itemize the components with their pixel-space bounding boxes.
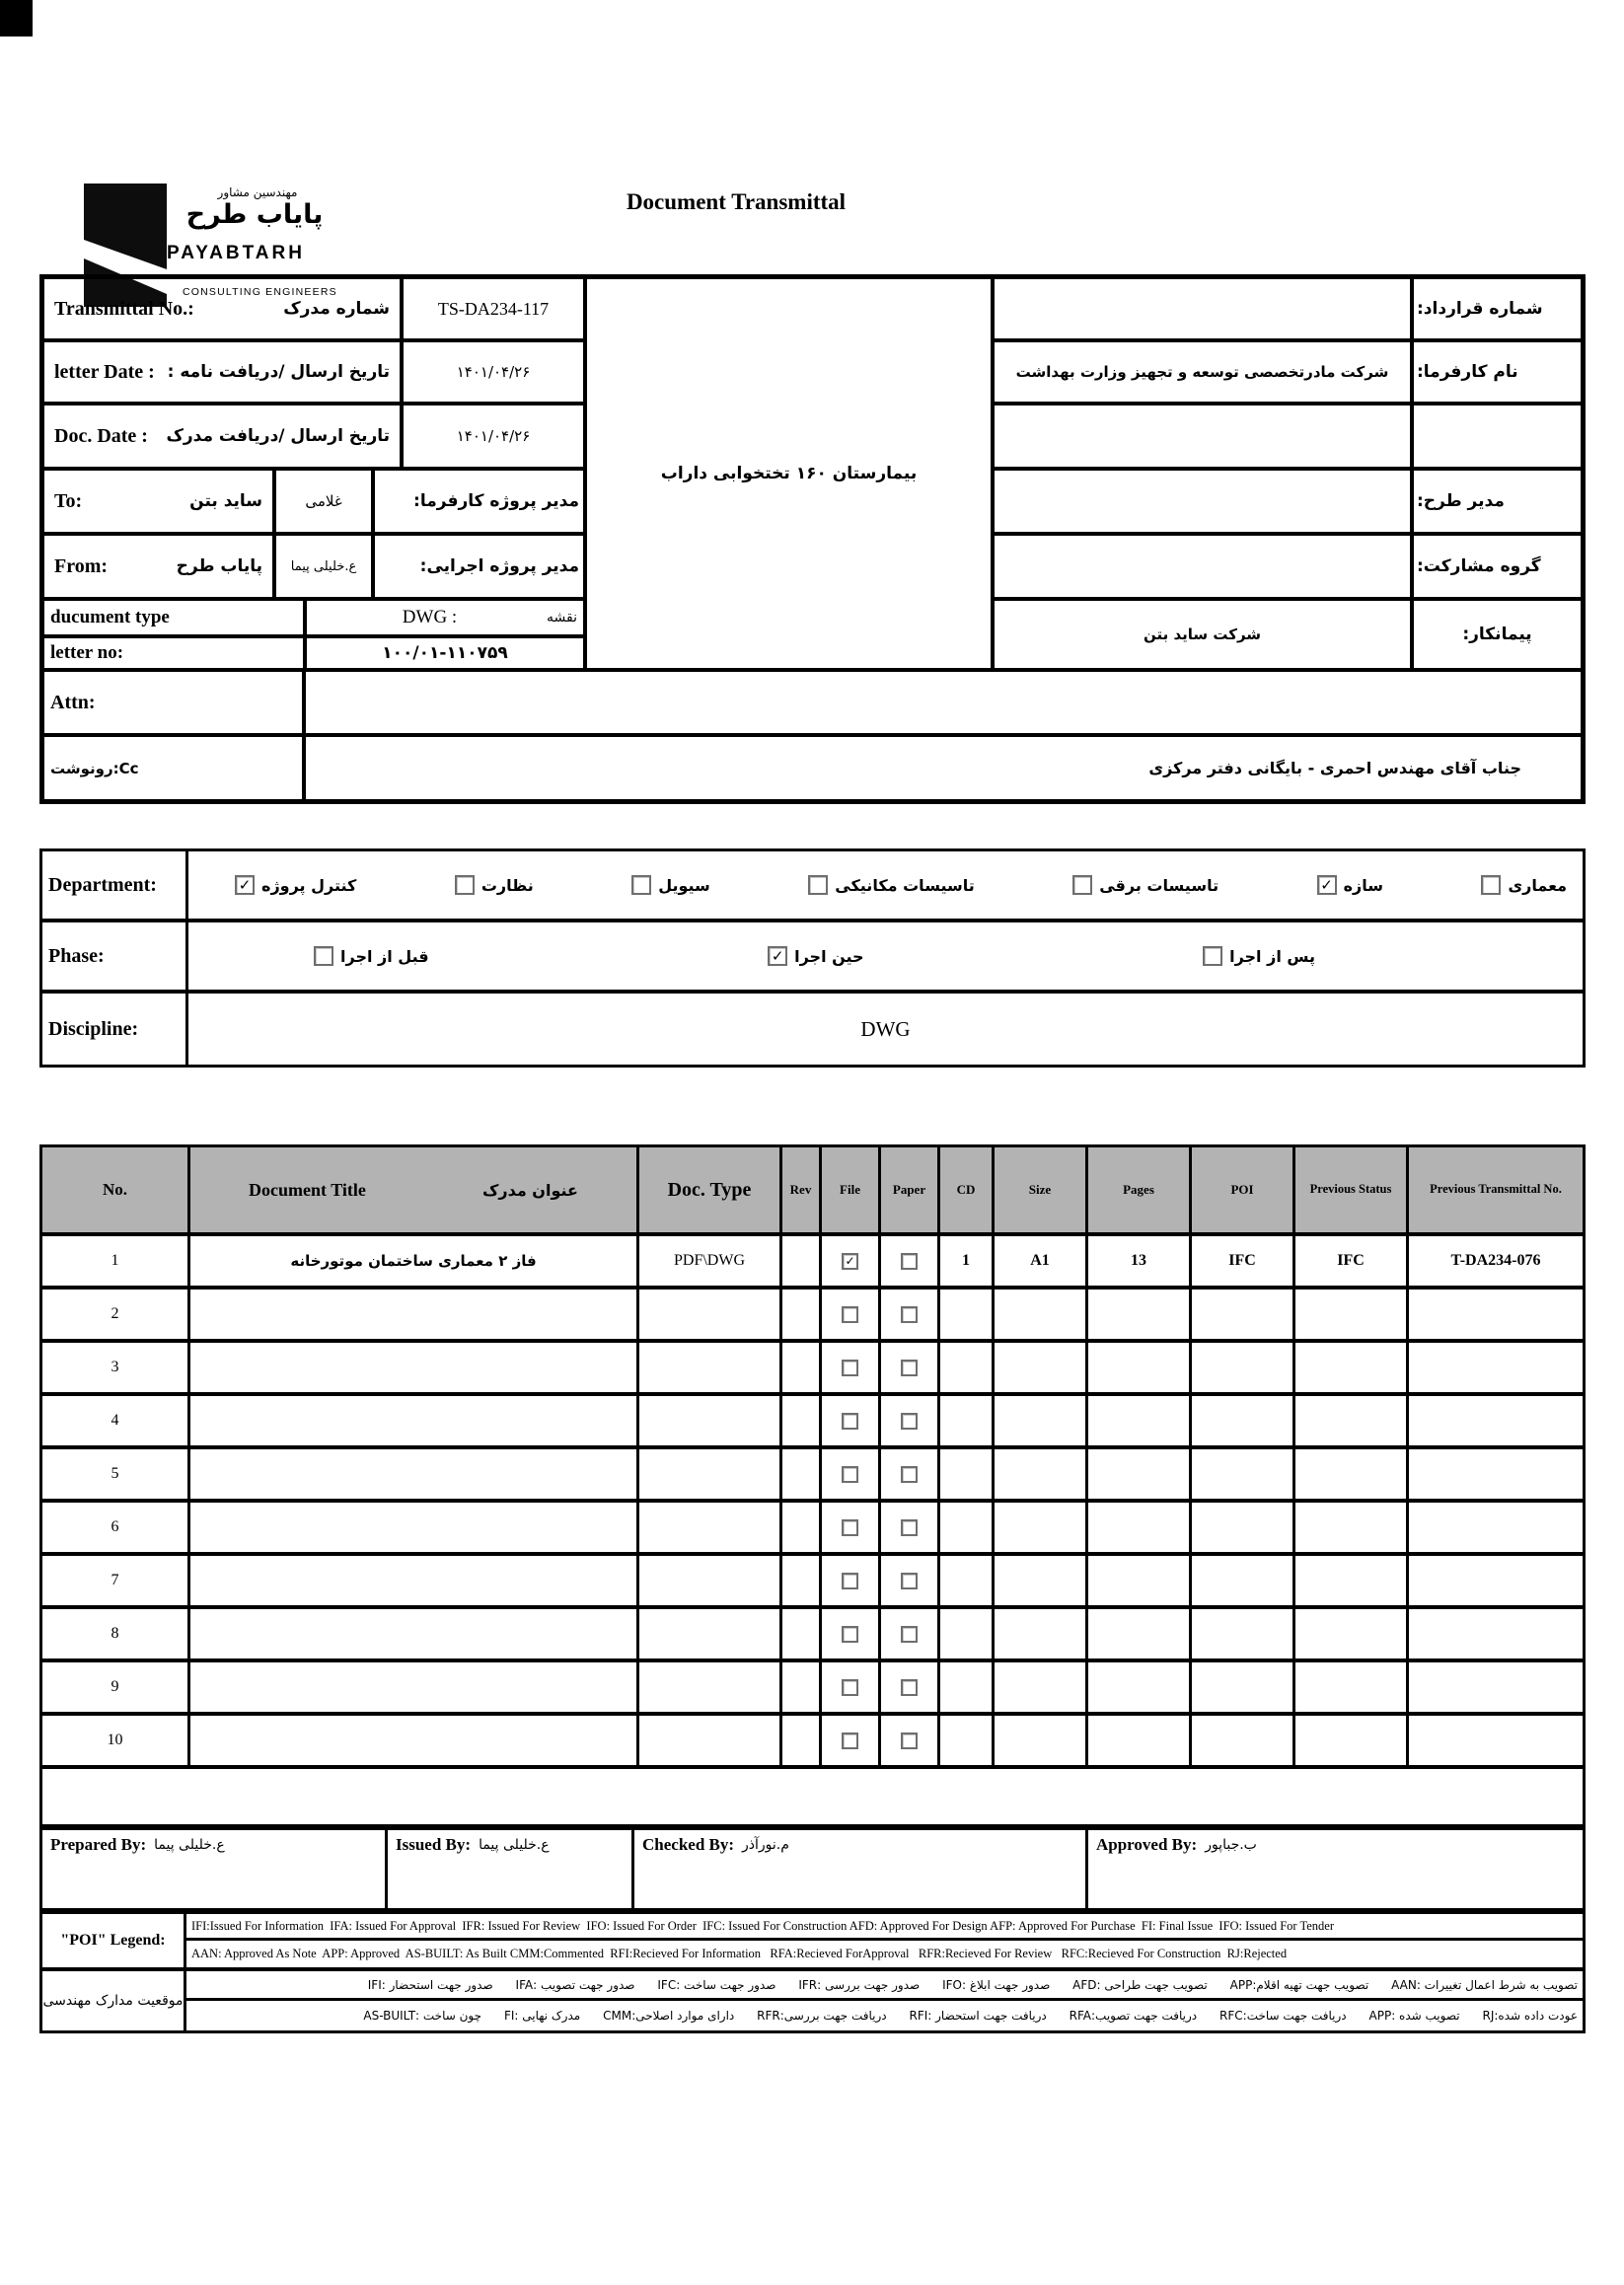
col-paper: Paper [881, 1147, 940, 1232]
col-cd: CD [940, 1147, 995, 1232]
transmittal-no-value: TS-DA234-117 [402, 277, 585, 340]
paper-checkbox [901, 1360, 918, 1376]
poi-legend-farsi [42, 1971, 1583, 2030]
table-row: 1 فاز ۲ معماری ساختمان موتورخانه PDF\DWG ✓ 1 A1 13 IFC IFC T-DA234-076 [42, 1236, 1583, 1290]
department-checkbox [235, 875, 255, 895]
col-poi: POI [1192, 1147, 1295, 1232]
project-name: بیمارستان ۱۶۰ تختخوابی داراب [585, 277, 993, 670]
phase-options [188, 922, 1583, 990]
phase-checkbox [314, 946, 333, 966]
letter-date-label: letter Date : تاریخ ارسال /دریافت نامه : [42, 340, 402, 404]
discipline-label: Discipline: [42, 994, 188, 1065]
department-option: معماری [1481, 875, 1567, 895]
department-options [188, 851, 1583, 919]
paper-checkbox [901, 1573, 918, 1589]
classification-table [39, 848, 1586, 1068]
letter-date-value: ۱۴۰۱/۰۴/۲۶ [402, 340, 585, 404]
department-checkbox [1072, 875, 1092, 895]
contract-no-label: شماره قرارداد: [1412, 277, 1583, 340]
attn-value [304, 670, 1583, 735]
col-prev-status: Previous Status [1295, 1147, 1409, 1232]
phase-option: پس از اجرا [1203, 946, 1315, 966]
department-option: سازه ✓ [1317, 875, 1383, 895]
col-size: Size [995, 1147, 1088, 1232]
prepared-by-cell: Prepared By: ع.خلیلی پیما [42, 1830, 388, 1908]
table-row: 8 [42, 1609, 1583, 1662]
design-manager-value [993, 469, 1412, 534]
discipline-value: DWG [860, 1016, 911, 1041]
department-option: نظارت [455, 875, 534, 895]
client-label: نام کارفرما: [1412, 340, 1583, 404]
letter-no-value: ۱۰۰/۰۱-۱۱۰۷۵۹ [305, 636, 585, 670]
attn-label: Attn: [42, 670, 304, 735]
to-person: غلامی [274, 469, 373, 534]
file-checkbox [842, 1519, 858, 1536]
file-checkbox [842, 1306, 858, 1323]
page-title: Document Transmittal [626, 189, 847, 214]
col-prev-transmittal: Previous Transmittal No. [1409, 1147, 1583, 1232]
file-checkbox [842, 1413, 858, 1430]
col-doc-type: Doc. Type [639, 1147, 782, 1232]
logo-brand-fa: پایاب طرح [185, 199, 324, 230]
col-title: Document Title عنوان مدرک [190, 1147, 639, 1232]
department-row [42, 851, 1583, 922]
col-file: File [822, 1147, 881, 1232]
farsi-legend-label: موقعیت مدارک مهندسی [42, 1971, 186, 2030]
logo-brand-en: PAYABTARH [167, 243, 305, 263]
transmittal-info-table [39, 274, 1586, 804]
info-row3-label [1412, 404, 1583, 469]
department-checkbox [455, 875, 475, 895]
legend-line-fa-2: عودت داده شده:RJ تصویب شده :APP دریافت جهت ساخت:RFC دریافت جهت تصویب:RFA دریافت جهت استحضار :RFI دریافت جهت بررسی:RFR دارای موارد اصلاحی:CMM مدرک نهایی :FI چون ساخت :AS-BUILT [363, 2009, 1578, 2023]
client-value: شرکت مادرتخصصی توسعه و تجهیز وزارت بهداشت [993, 340, 1412, 404]
file-checkbox [842, 1360, 858, 1376]
table-row: 9 [42, 1662, 1583, 1716]
design-manager-label: مدیر طرح: [1412, 469, 1583, 534]
table-row: 4 [42, 1396, 1583, 1449]
from-person: ع.خلیلی پیما [274, 534, 373, 599]
table-row: 10 [42, 1716, 1583, 1769]
department-option: تاسیسات برقی [1072, 875, 1218, 895]
legend-line-en-1: IFI:Issued For Information IFA: Issued For Approval IFR: Issued For Review IFO: Issued For Order IFC: Issued For Construction AFD: Approved For Design AFP: Approved For Purchase FI: Final Issue IFO: Issued For Tender [186, 1914, 1583, 1941]
phase-option: قبل از اجرا [314, 946, 429, 966]
contractor-value: شرکت ساید بتن [993, 599, 1412, 670]
table-row: 7 [42, 1556, 1583, 1609]
phase-option: حین اجرا ✓ [768, 946, 863, 966]
poi-legend-table [39, 1911, 1586, 2033]
department-checkbox [1481, 875, 1501, 895]
file-checkbox [842, 1573, 858, 1589]
department-option: کنترل پروژه ✓ [235, 875, 356, 895]
contractor-label: پیمانکار: [1412, 599, 1583, 670]
table-row: 5 [42, 1449, 1583, 1503]
partnership-group-label: گروه مشارکت: [1412, 534, 1583, 599]
paper-checkbox [901, 1732, 918, 1749]
file-checkbox [842, 1732, 858, 1749]
legend-line-en-2: AAN: Approved As Note APP: Approved AS-BUILT: As Built CMM:Commented RFI:Recieved For Information RFA:Recieved ForApproval RFR:Recieved For Review RFC:Recieved For Construction RJ:Rejected [191, 1947, 1288, 1960]
document-type-value: DWG : نقشه [305, 599, 585, 636]
department-checkbox [1317, 875, 1337, 895]
poi-legend-english [42, 1914, 1583, 1971]
paper-checkbox [901, 1306, 918, 1323]
phase-label: Phase: [42, 922, 188, 990]
checked-by-cell: Checked By: م.نورآذر [634, 1830, 1088, 1908]
paper-checkbox [901, 1626, 918, 1643]
documents-table-header [42, 1147, 1583, 1236]
col-pages: Pages [1088, 1147, 1192, 1232]
partnership-group-value [993, 534, 1412, 599]
from-role: مدیر پروژه اجرایی: [373, 534, 585, 599]
document-type-label: ducument type [42, 599, 305, 636]
logo-tagline-en: CONSULTING ENGINEERS [183, 286, 337, 298]
letter-no-label: letter no: [42, 636, 305, 670]
documents-table [39, 1144, 1586, 1827]
signature-row [39, 1827, 1586, 1911]
paper-checkbox [901, 1519, 918, 1536]
department-label: Department: [42, 851, 188, 919]
paper-checkbox [901, 1413, 918, 1430]
table-row: 2 [42, 1290, 1583, 1343]
col-rev: Rev [782, 1147, 822, 1232]
poi-legend-label: "POI" Legend: [42, 1914, 186, 1967]
file-checkbox [842, 1253, 858, 1270]
paper-checkbox [901, 1466, 918, 1483]
from-field: From: پایاب طرح [42, 534, 274, 599]
department-checkbox [808, 875, 828, 895]
legend-line-fa-1: تصویب به شرط اعمال تغییرات :AAN تصویب جهت تهیه اقلام:APP تصویب جهت طراحی :AFD صدور جهت ابلاغ :IFO صدور جهت بررسی :IFR صدور جهت ساخت :IFC صدور جهت تصویب :IFA صدور جهت استحضار :IFI [186, 1971, 1583, 2001]
phase-row [42, 922, 1583, 994]
issued-by-cell: Issued By: ع.خلیلی پیما [388, 1830, 634, 1908]
file-checkbox [842, 1626, 858, 1643]
paper-checkbox [901, 1679, 918, 1696]
info-row3-value [993, 404, 1412, 469]
transmittal-no-label: Transmittal No.: شماره مدرک [42, 277, 402, 340]
approved-by-cell: Approved By: ب.جباپور [1096, 1835, 1257, 1854]
department-option: تاسیسات مکانیکی [808, 875, 974, 895]
paper-checkbox [901, 1253, 918, 1270]
discipline-row [42, 994, 1583, 1065]
table-row: 3 [42, 1343, 1583, 1396]
to-role: مدیر پروژه کارفرما: [373, 469, 585, 534]
file-checkbox [842, 1679, 858, 1696]
table-row: 6 [42, 1503, 1583, 1556]
col-no: No. [42, 1147, 190, 1232]
doc-date-label: Doc. Date : تاریخ ارسال /دریافت مدرک [42, 404, 402, 469]
logo-tagline-fa: مهندسین مشاور [217, 185, 298, 199]
department-checkbox [631, 875, 651, 895]
table-empty-strip [42, 1769, 1583, 1824]
cc-label: رونوشت:Cc [42, 735, 304, 801]
to-field: To: ساید بتن [42, 469, 274, 534]
phase-checkbox [768, 946, 787, 966]
phase-checkbox [1203, 946, 1222, 966]
department-option: سیویل [631, 875, 710, 895]
cc-value: جناب آقای مهندس احمری - بایگانی دفتر مرکزی [304, 735, 1583, 801]
contract-no-value [993, 277, 1412, 340]
doc-date-value: ۱۴۰۱/۰۴/۲۶ [402, 404, 585, 469]
scan-corner-artifact [0, 0, 33, 37]
file-checkbox [842, 1466, 858, 1483]
